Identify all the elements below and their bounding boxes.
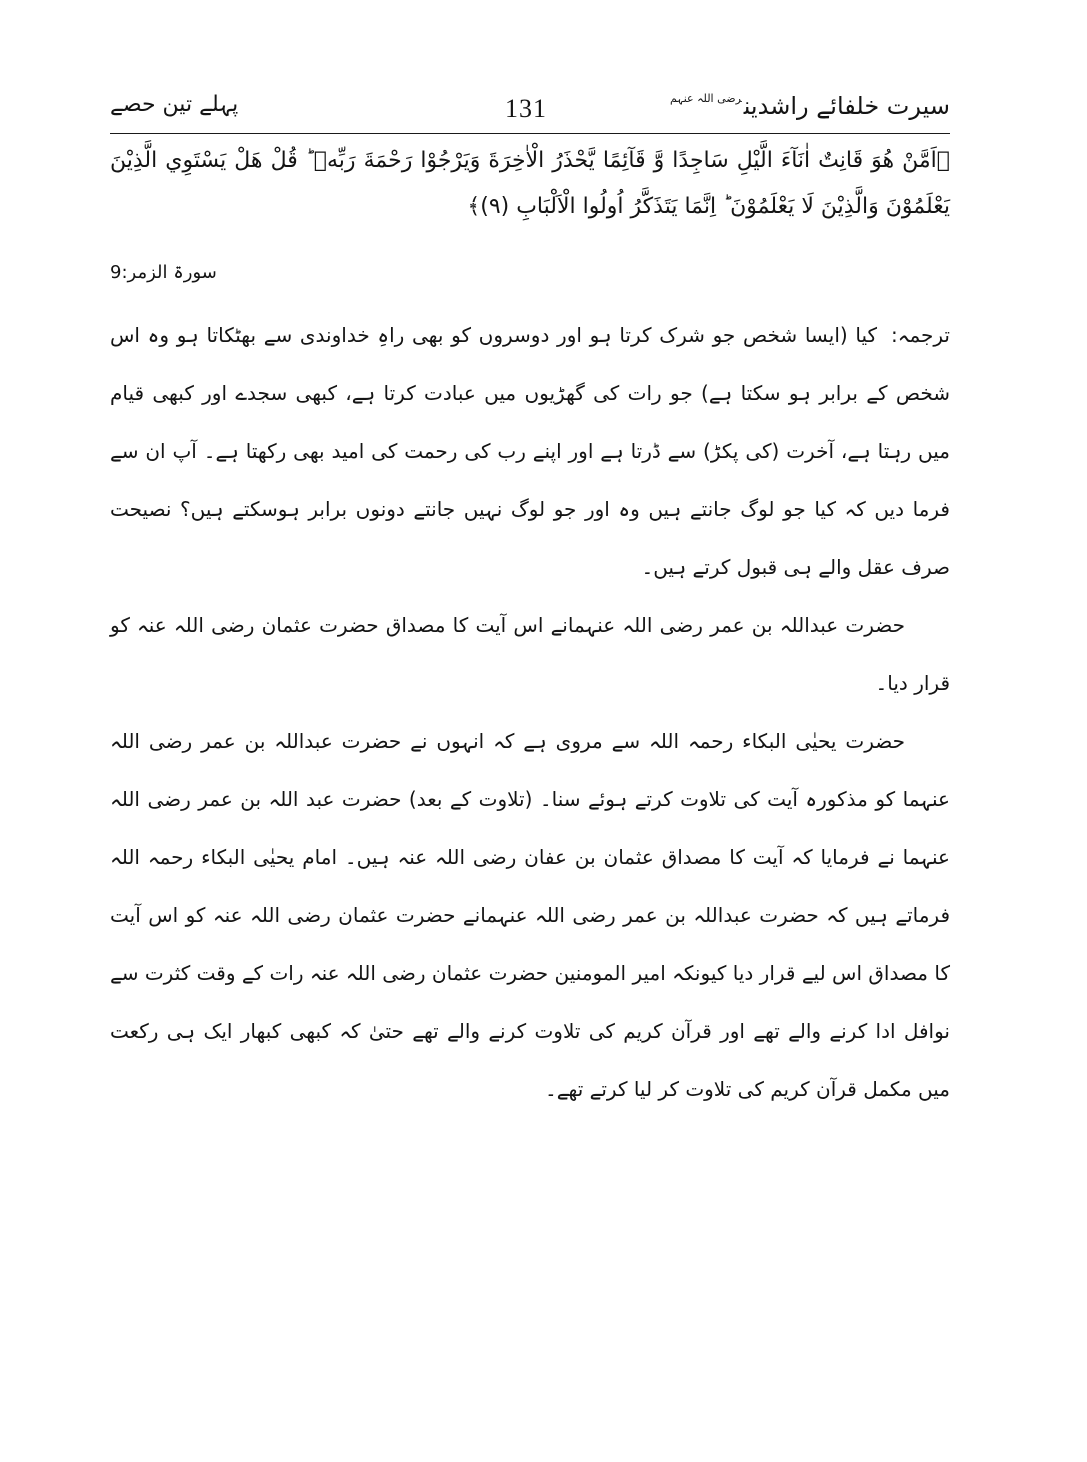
honorific-mark: رضی اللہ عنہم xyxy=(669,92,742,105)
translation-paragraph xyxy=(110,306,950,596)
body-text xyxy=(110,306,950,1118)
header-divider xyxy=(110,133,950,134)
page-number: 131 xyxy=(505,94,547,123)
verse-reference xyxy=(110,262,950,283)
book-title-text: سیرت خلفائے راشدین xyxy=(743,92,950,120)
translation-label: ترجمہ: xyxy=(891,323,950,347)
section-title: پہلے تین حصے xyxy=(110,92,239,117)
verse-reference-text: سورۃ الزمر:9 xyxy=(110,262,217,283)
page-header xyxy=(110,92,950,132)
translation-text: کیا (ایسا شخص جو شرک کرتا ہو اور دوسروں کو بھی راہِ خداوندی سے بھٹکاتا ہو وہ اس شخص کے برابر ہو سکتا ہے) جو رات کی گھڑیوں میں عبادت کرتا ہے، کبھی سجدے اور کبھی قیام میں رہتا ہے، آخرت (کی پکڑ) سے ڈرتا ہے اور اپنے رب کی رحمت کی امید بھی رکھتا ہے۔ آپ ان سے فرما دیں کہ کیا جو لوگ جانتے ہیں وہ اور جو لوگ نہیں جانتے دونوں برابر ہوسکتے ہیں؟ نصیحت صرف عقل والے ہی قبول کرتے ہیں۔ xyxy=(110,323,950,579)
paragraph-2: حضرت یحیٰی البکاء رحمہ اللہ سے مروی ہے کہ انہوں نے حضرت عبداللہ بن عمر رضی اللہ عنہما کو مذکورہ آیت کی تلاوت کرتے ہوئے سنا۔ (تلاوت کے بعد) حضرت عبد اللہ بن عمر رضی اللہ عنہما نے فرمایا کہ آیت کا مصداق عثمان بن عفان رضی اللہ عنہ ہیں۔ امام یحیٰی البکاء رحمہ اللہ فرماتے ہیں کہ حضرت عبداللہ بن عمر رضی اللہ عنہمانے حضرت عثمان رضی اللہ عنہ کو اس آیت کا مصداق اس لیے قرار دیا کیونکہ امیر المومنین حضرت عثمان رضی اللہ عنہ رات کے وقت کثرت سے نوافل ادا کرنے والے تھے اور قرآن کریم کی تلاوت کرنے والے تھے حتیٰ کہ کبھی کبھار ایک ہی رکعت میں مکمل قرآن کریم کی تلاوت کر لیا کرتے تھے۔ xyxy=(110,729,951,1101)
book-title xyxy=(670,92,950,120)
quran-verse: ﴿اَمَّنْ هُوَ قَانِتٌ اٰنَآءَ الَّيْلِ سَاجِدًا وَّ قَآئِمًا يَّحْذَرُ الْاٰخِرَةَ وَيَرْجُوْا رَحْمَةَ رَبِّهٖ ؕ قُلْ هَلْ يَسْتَوِي الَّذِيْنَ يَعْلَمُوْنَ وَالَّذِيْنَ لَا يَعْلَمُوْنَ ؕ اِنَّمَا يَتَذَكَّرُ اُولُوا الْاَلْبَابِ (٩)﴾ xyxy=(110,148,950,219)
paragraph-1: حضرت عبداللہ بن عمر رضی اللہ عنہمانے اس آیت کا مصداق حضرت عثمان رضی اللہ عنہ کو قرار دیا۔ xyxy=(110,613,950,695)
